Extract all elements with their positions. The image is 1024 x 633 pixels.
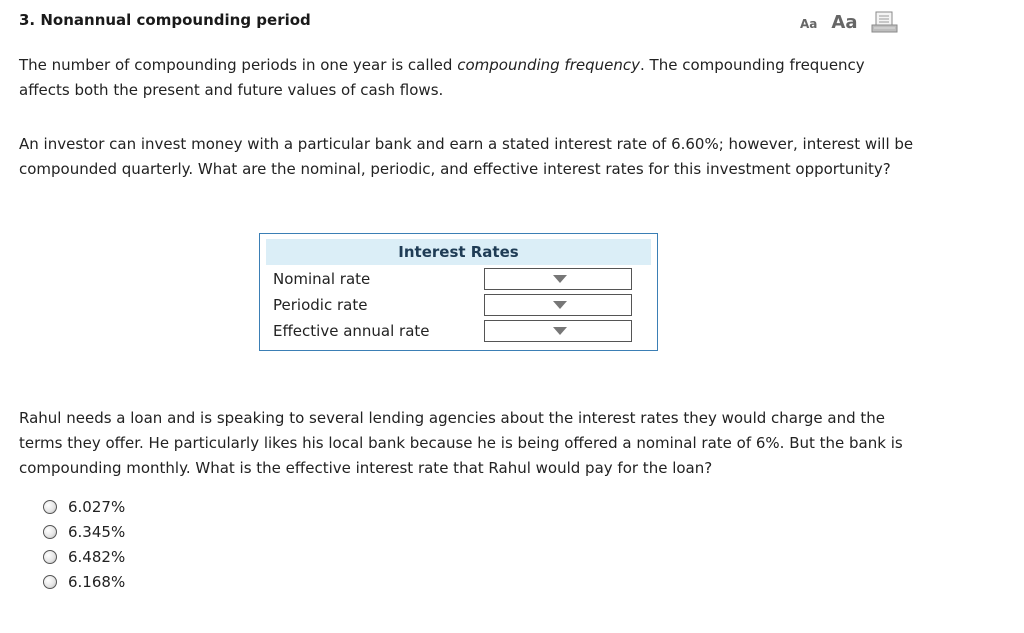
answer-option-label: 6.482% <box>68 547 126 566</box>
intro-paragraph <box>19 53 919 103</box>
chevron-down-icon <box>553 301 567 309</box>
intro-term: compounding frequency <box>457 56 641 74</box>
answer-option[interactable] <box>43 569 125 594</box>
answer-option[interactable] <box>43 494 125 519</box>
radio-button[interactable] <box>43 500 57 514</box>
radio-button[interactable] <box>43 550 57 564</box>
print-icon[interactable] <box>871 11 898 33</box>
effective-rate-dropdown[interactable] <box>484 320 632 342</box>
problem2-paragraph: Rahul needs a loan and is speaking to several lending agencies about the interest rates they would charge and the terms they offer. He particularly likes his local bank because he is being offered a nominal rate of 6%. But the bank is compounding monthly. What is the effective interest rate that Rahul would pay for the loan? <box>19 409 903 477</box>
rate-row-effective <box>273 320 643 344</box>
problem1-paragraph: An investor can invest money with a particular bank and earn a stated interest rate of 6.60%; however, interest will be compounded quarterly. What are the nominal, periodic, and effective interest rates for this investment opportunity? <box>19 135 914 178</box>
rate-row-periodic <box>273 294 643 318</box>
radio-button[interactable] <box>43 525 57 539</box>
answer-option-label: 6.345% <box>68 522 126 541</box>
nominal-rate-label: Nominal rate <box>273 270 371 288</box>
answer-option-label: 6.027% <box>68 497 126 516</box>
answer-option[interactable] <box>43 519 125 544</box>
interest-rates-table <box>259 233 658 351</box>
periodic-rate-dropdown[interactable] <box>484 294 632 316</box>
chevron-down-icon <box>553 275 567 283</box>
increase-text-size-button[interactable]: Aa <box>831 11 858 33</box>
chevron-down-icon <box>553 327 567 335</box>
effective-rate-label: Effective annual rate <box>273 322 430 340</box>
question-heading: 3. Nonannual compounding period <box>19 11 311 29</box>
nominal-rate-dropdown[interactable] <box>484 268 632 290</box>
periodic-rate-label: Periodic rate <box>273 296 368 314</box>
rate-row-nominal <box>273 268 643 292</box>
radio-button[interactable] <box>43 575 57 589</box>
decrease-text-size-button[interactable]: Aa <box>800 17 818 31</box>
interest-rates-title: Interest Rates <box>266 239 651 265</box>
answer-option-label: 6.168% <box>68 572 126 591</box>
answer-option[interactable] <box>43 544 125 569</box>
answer-options <box>43 494 125 594</box>
intro-text-start: The number of compounding periods in one year is called <box>19 56 458 74</box>
toolbar <box>800 8 898 36</box>
intro-text-end: . The compounding frequency affects both the present and future values of cash flows. <box>19 56 865 99</box>
